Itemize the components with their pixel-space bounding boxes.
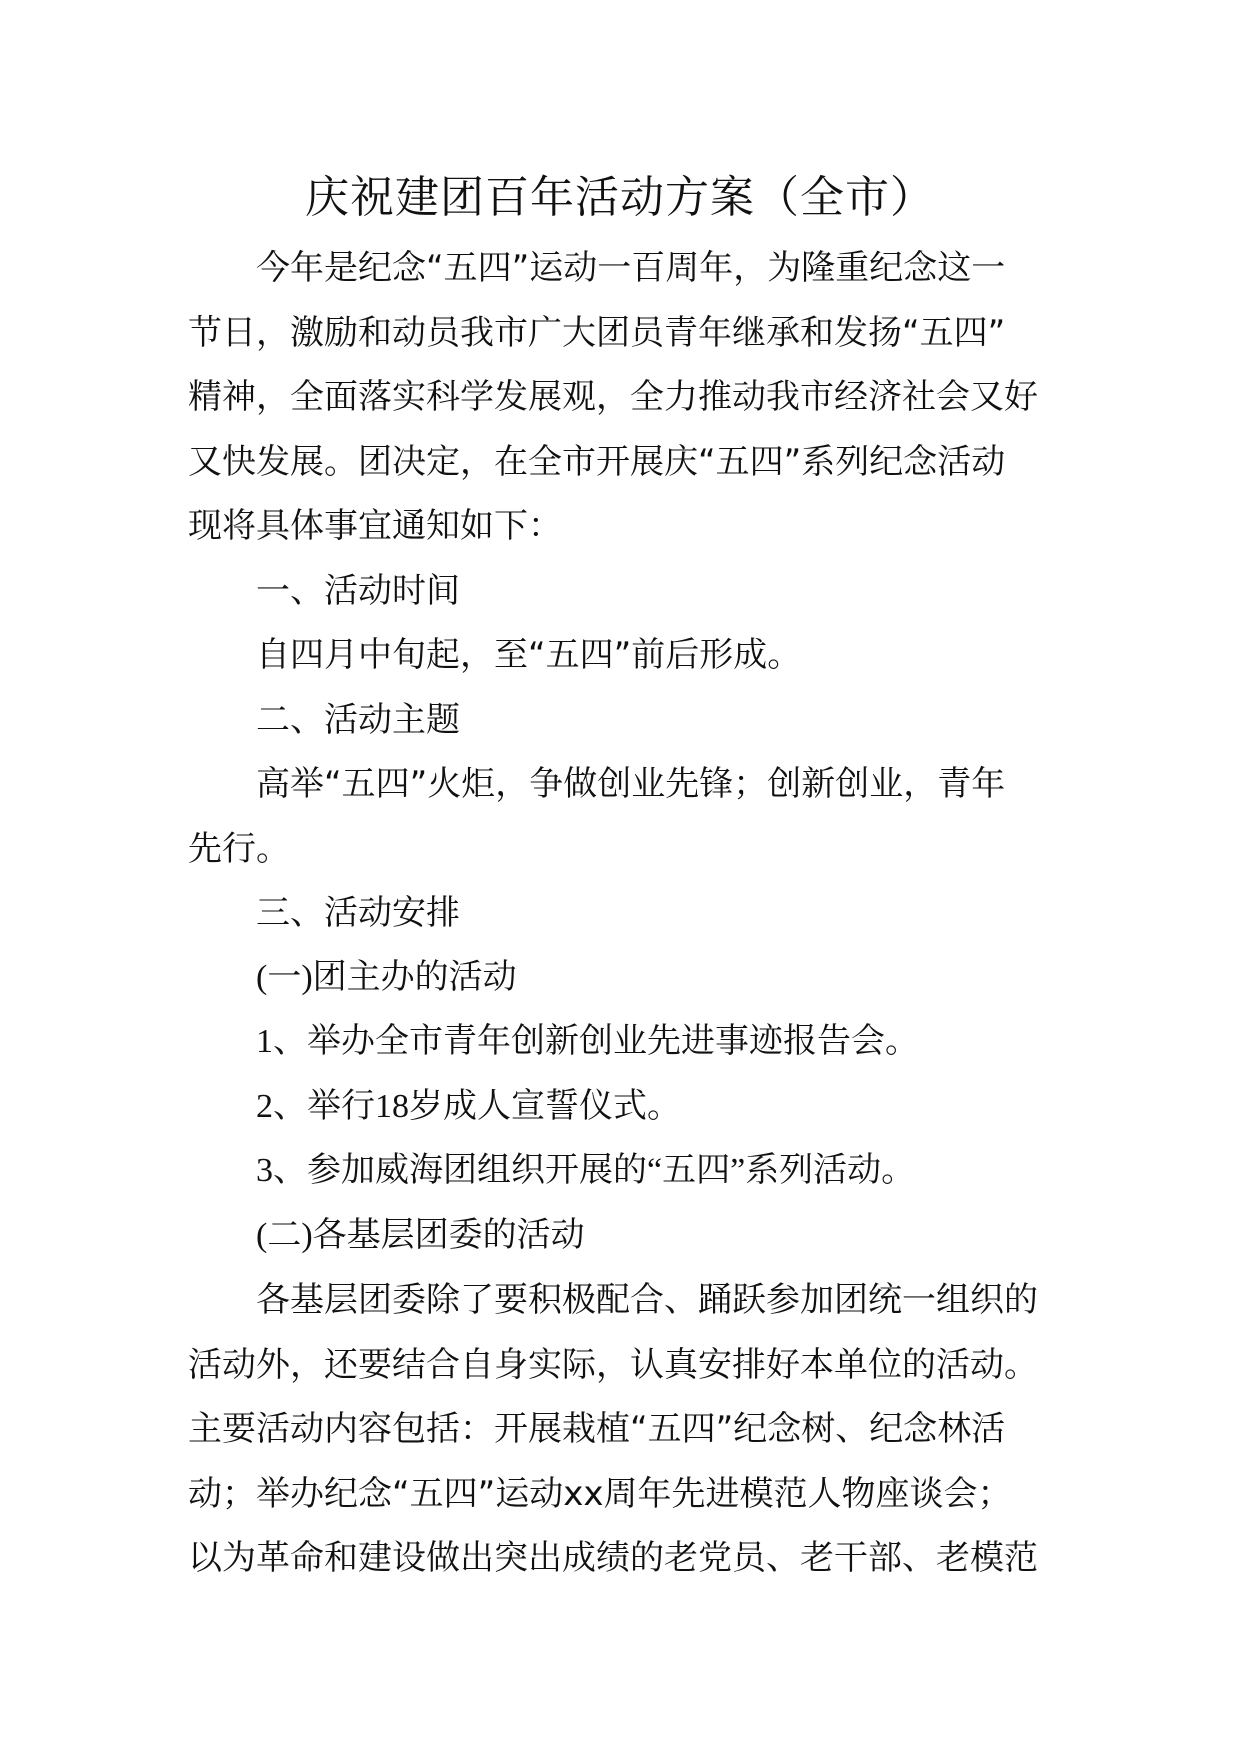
paragraph-line: 精神，全面落实科学发展观，全力推动我市经济社会又好 bbox=[188, 377, 1038, 417]
list-item: 2、举行18岁成人宣誓仪式。 bbox=[256, 1087, 681, 1125]
list-item: 3、参加威海团组织开展的“五四”系列活动。 bbox=[256, 1152, 916, 1189]
section-heading-time: 一、活动时间 bbox=[256, 570, 460, 611]
subsection-heading: (一)团主办的活动 bbox=[256, 958, 517, 996]
paragraph-line: 节日，激励和动员我市广大团员青年继承和发扬“五四” bbox=[188, 312, 1006, 353]
paragraph-line: 又快发展。团决定，在全市开展庆“五四”系列纪念活动 bbox=[188, 441, 1006, 482]
document-title: 庆祝建团百年活动方案（全市） bbox=[305, 172, 935, 223]
paragraph-line: 以为革命和建设做出突出成绩的老党员、老干部、老模范 bbox=[188, 1538, 1038, 1578]
section-heading-theme: 二、活动主题 bbox=[256, 699, 460, 740]
paragraph-line: 自四月中旬起，至“五四”前后形成。 bbox=[256, 635, 802, 675]
list-item: 1、举办全市青年创新创业先进事迹报告会。 bbox=[256, 1023, 919, 1060]
paragraph-line: 先行。 bbox=[188, 828, 290, 869]
subsection-heading: (二)各基层团委的活动 bbox=[256, 1216, 585, 1254]
paragraph-line: 高举“五四”火炬，争做创业先锋；创新创业，青年 bbox=[256, 764, 1006, 804]
paragraph-line: 动；举办纪念“五四”运动xx周年先进模范人物座谈会； bbox=[188, 1473, 1012, 1514]
section-heading-arrangement: 三、活动安排 bbox=[256, 893, 460, 933]
paragraph-line: 主要活动内容包括：开展栽植“五四”纪念树、纪念林活 bbox=[188, 1409, 1006, 1449]
paragraph-line: 活动外，还要结合自身实际，认真安排好本单位的活动。 bbox=[188, 1344, 1038, 1385]
paragraph-line: 今年是纪念“五四”运动一百周年，为隆重纪念这一 bbox=[256, 248, 1006, 288]
document-body bbox=[188, 236, 1052, 1591]
paragraph-line: 现将具体事宜通知如下： bbox=[188, 506, 562, 546]
paragraph-line: 各基层团委除了要积极配合、踊跃参加团统一组织的 bbox=[256, 1280, 1038, 1320]
